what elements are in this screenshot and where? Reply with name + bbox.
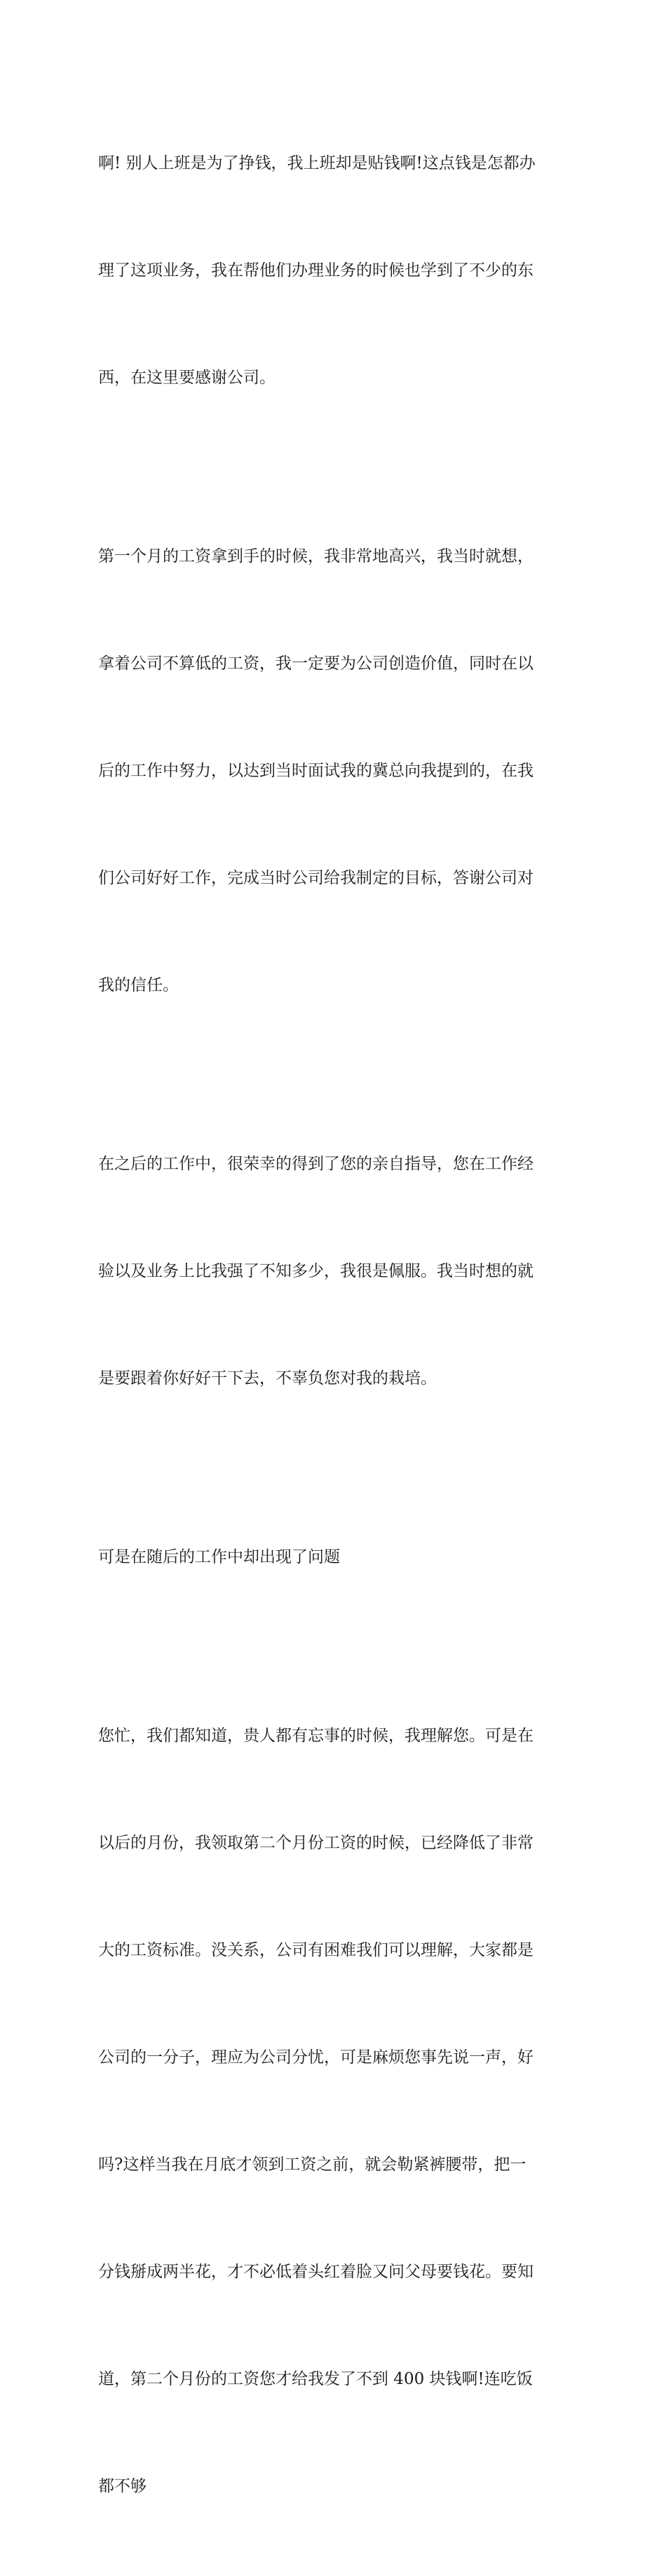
text-line: 拿着公司不算低的工资，我一定要为公司创造价值，同时在以 — [98, 655, 534, 673]
paragraph-3 — [98, 1075, 575, 1468]
text-line: 可是在随后的工作中却出现了问题 — [98, 1548, 340, 1566]
paragraph-4 — [98, 1468, 575, 1647]
paragraph-2 — [98, 467, 575, 1075]
text-line: 啊! 别人上班是为了挣钱，我上班却是贴钱啊!这点钱是怎都办 — [98, 154, 536, 172]
paragraph-5 — [98, 1647, 575, 2576]
paragraph-1 — [98, 74, 575, 467]
text-line: 西，在这里要感谢公司。 — [98, 369, 276, 387]
text-line: 以后的月份，我领取第二个月份工资的时候，已经降低了非常 — [98, 1834, 534, 1852]
text-line: 验以及业务上比我强了不知多少，我很是佩服。我当时想的就 — [98, 1262, 534, 1280]
text-line: 后的工作中努力，以达到当时面试我的冀总向我提到的，在我 — [98, 762, 534, 780]
text-line: 大的工资标准。没关系，公司有困难我们可以理解，大家都是 — [98, 1941, 534, 1959]
text-line: 理了这项业务，我在帮他们办理业务的时候也学到了不少的东 — [98, 261, 534, 280]
text-line: 都不够 — [98, 2477, 147, 2495]
text-line: 是要跟着你好好干下去，不辜负您对我的栽培。 — [98, 1369, 437, 1388]
text-line: 分钱掰成两半花，才不必低着头红着脸又问父母要钱花。要知 — [98, 2263, 534, 2281]
text-line: 在之后的工作中，很荣幸的得到了您的亲自指导，您在工作经 — [98, 1155, 534, 1173]
text-line: 第一个月的工资拿到手的时候，我非常地高兴，我当时就想， — [98, 547, 534, 566]
text-line: 您忙，我们都知道，贵人都有忘事的时候，我理解您。可是在 — [98, 1727, 534, 1745]
text-line: 们公司好好工作，完成当时公司给我制定的目标，答谢公司对 — [98, 869, 534, 887]
document-body — [98, 74, 575, 2576]
text-line: 公司的一分子，理应为公司分忧，可是麻烦您事先说一声，好 — [98, 2048, 534, 2067]
text-line: 道，第二个月份的工资您才给我发了不到 400 块钱啊!连吃饭 — [98, 2370, 533, 2388]
text-line: 我的信任。 — [98, 976, 179, 994]
text-line: 吗?这样当我在月底才领到工资之前，就会勒紧裤腰带，把一 — [98, 2156, 526, 2174]
